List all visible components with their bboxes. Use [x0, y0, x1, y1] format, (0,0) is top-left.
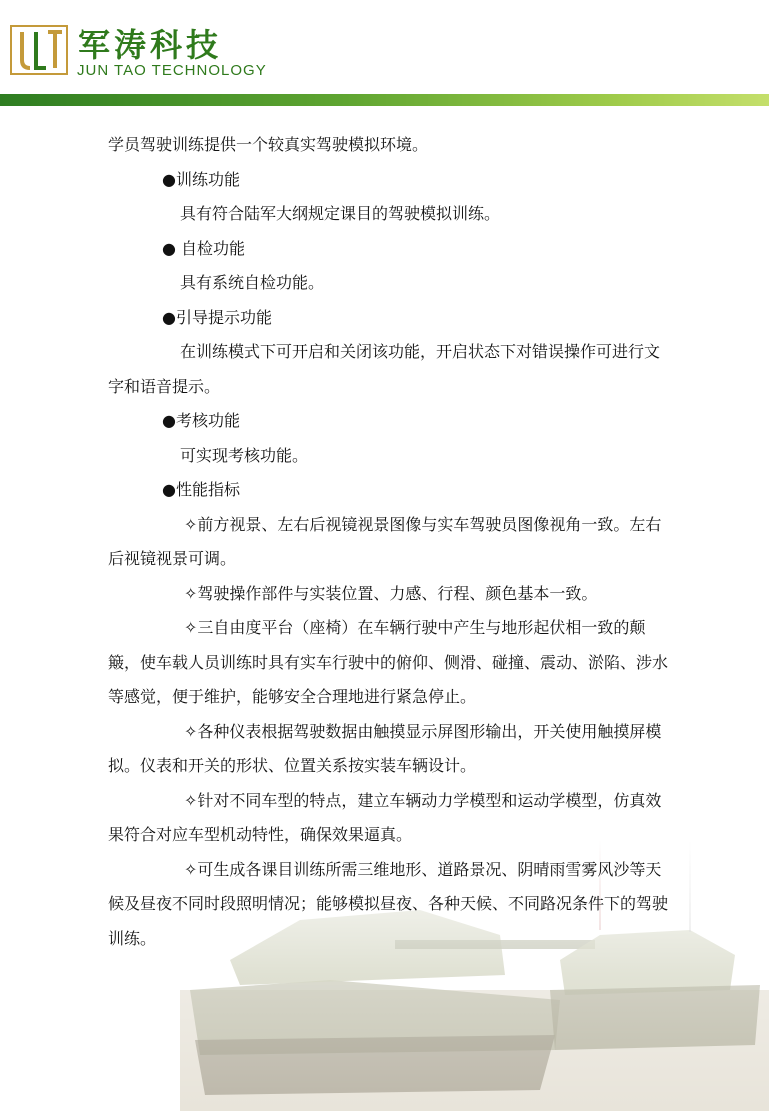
brand-name-en: JUN TAO TECHNOLOGY — [77, 62, 267, 79]
indicator-item: ✧可生成各课目训练所需三维地形、道路景况、阴晴雨雪雾风沙等天候及昼夜不同时段照明情况；能够模拟昼夜、各种天候、不同路况条件下的驾驶训练。 — [108, 859, 669, 948]
intro-paragraph: 学员驾驶训练提供一个较真实驾驶模拟环境。 — [108, 135, 429, 154]
heading-assessment-function: ●考核功能 — [162, 411, 240, 430]
heading-guidance-prompt-function: ●引导提示功能 — [162, 307, 272, 327]
paragraph-guidance-prompt-function: 在训练模式下可开启和关闭该功能，开启状态下对错误操作可进行文字和语音提示。 — [108, 342, 661, 396]
company-logo — [8, 22, 70, 78]
brand-name-cn: 军涛科技 — [78, 26, 223, 64]
heading-self-check-function: ● 自检功能 — [162, 238, 246, 258]
heading-performance-indicators: ●性能指标 — [162, 480, 240, 499]
indicator-item: ✧三自由度平台（座椅）在车辆行驶中产生与地形起伏相一致的颠簸，使车载人员训练时具有实车行驶中的俯仰、侧滑、碰撞、震动、淤陷、涉水等感觉，便于维护，能够安全合理地进行紧急停止。 — [108, 618, 669, 706]
indicator-item: ✧前方视景、左右后视镜视景图像与实车驾驶员图像视角一致。左右后视镜视景可调。 — [108, 514, 662, 568]
header-band — [0, 94, 769, 106]
indicator-item: ✧针对不同车型的特点，建立车辆动力学模型和运动学模型，仿真效果符合对应车型机动特性，确保效果逼真。 — [108, 790, 662, 844]
body-text — [108, 128, 668, 956]
paragraph-assessment-function: 可实现考核功能。 — [180, 445, 309, 465]
heading-training-function: ●训练功能 — [162, 169, 240, 189]
indicator-item: ✧驾驶操作部件与实装位置、力感、行程、颜色基本一致。 — [184, 583, 598, 603]
page-header — [0, 0, 769, 110]
paragraph-self-check-function: 具有系统自检功能。 — [180, 273, 325, 292]
indicator-item: ✧各种仪表根据驾驶数据由触摸显示屏图形输出，开关使用触摸屏模拟。仪表和开关的形状、位置关系按实装车辆设计。 — [108, 721, 662, 775]
paragraph-training-function: 具有符合陆军大纲规定课目的驾驶模拟训练。 — [180, 204, 501, 223]
